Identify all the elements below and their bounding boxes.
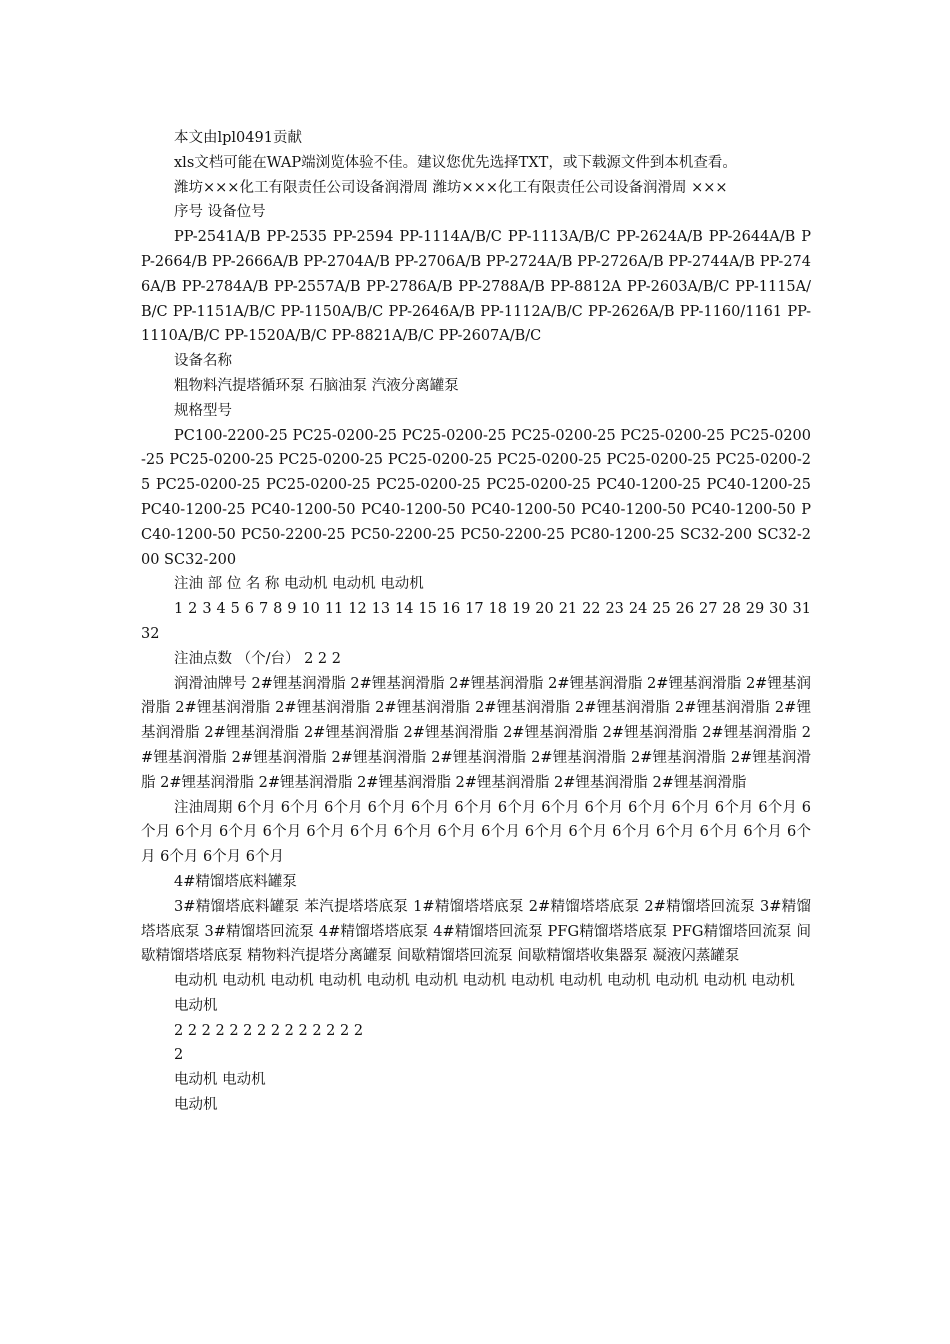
column-header-index-position: 序号 设备位号 — [174, 204, 266, 221]
column-header-model: 规格型号 — [174, 402, 232, 419]
motor-entry: 电动机 — [174, 997, 218, 1014]
lubricant-grade-list: 润滑油牌号 2#锂基润滑脂 2#锂基润滑脂 2#锂基润滑脂 2#锂基润滑脂 2#锂基润滑脂 2#锂基润滑脂 2#锂基润滑脂 2#锂基润滑脂 2#锂基润滑脂 2#锂基润滑脂 2#锂基润滑脂 2#锂基润滑脂 2#锂基润滑脂 2#锂基润滑脂 2#锂基润滑脂 2#锂基润滑脂 2#锂基润滑脂 2#锂基润滑脂 2#锂基润滑脂 2#锂基润滑脂 2#锂基润滑脂 2#锂基润滑脂 2#锂基润滑脂 2#锂基润滑脂 2#锂基润滑脂 2#锂基润滑脂 2#锂基润滑脂 2#锂基润滑脂 2#锂基润滑脂 2#锂基润滑脂 2#锂基润滑脂 2#锂基润滑脂 — [141, 675, 811, 791]
contributor-line: 本文由lpl0491贡献 — [174, 130, 302, 146]
document-title: 潍坊×××化工有限责任公司设备润滑周 潍坊×××化工有限责任公司设备润滑周 ××× — [174, 179, 728, 196]
equipment-name-list: 粗物料汽提塔循环泵 石脑油泵 汽液分离罐泵 — [174, 377, 459, 394]
document-body — [141, 126, 811, 1118]
format-notice: xls文档可能在WAP端浏览体验不佳。建议您优先选择TXT，或下载源文件到本机查看。 — [174, 154, 737, 171]
point-count-entry: 2 — [174, 1047, 184, 1064]
lubrication-point-count-row: 注油点数 （个/台） 2 2 2 — [174, 650, 341, 667]
motor-list-short: 电动机 电动机 — [174, 1072, 266, 1089]
point-count-list: 2 2 2 2 2 2 2 2 2 2 2 2 2 2 — [174, 1022, 364, 1039]
motor-entry-last: 电动机 — [174, 1097, 218, 1114]
equipment-tag-list: PP-2541A/B PP-2535 PP-2594 PP-1114A/B/C PP-1113A/B/C PP-2624A/B PP-2644A/B PP-2664/B PP-2666A/B PP-2704A/B PP-2706A/B PP-2724A/B PP-2726A/B PP-2744A/B PP-2746A/B PP-2784A/B PP-2557A/B PP-2786A/B PP-2788A/B PP-8812A PP-2603A/B/C PP-1115A/B/C PP-1151A/B/C PP-1150A/B/C PP-2646A/B PP-1112A/B/C PP-2626A/B PP-1160/1161 PP-1110A/B/C PP-1520A/B/C PP-8821A/B/C PP-2607A/B/C — [141, 229, 811, 345]
column-header-equipment-name: 设备名称 — [174, 353, 232, 370]
lubrication-part-row: 注油 部 位 名 称 电动机 电动机 电动机 — [174, 576, 424, 593]
model-list: PC100-2200-25 PC25-0200-25 PC25-0200-25 PC25-0200-25 PC25-0200-25 PC25-0200-25 PC25-0200-25 PC25-0200-25 PC25-0200-25 PC25-0200-25 PC25-0200-25 PC25-0200-25 PC25-0200-25 PC25-0200-25 PC25-0200-25 PC25-0200-25 PC40-1200-25 PC40-1200-25 PC40-1200-25 PC40-1200-50 PC40-1200-50 PC40-1200-50 PC40-1200-50 PC40-1200-50 PC40-1200-50 PC50-2200-25 PC50-2200-25 PC50-2200-25 PC80-1200-25 SC32-200 SC32-200 SC32-200 — [141, 427, 811, 568]
motor-list: 电动机 电动机 电动机 电动机 电动机 电动机 电动机 电动机 电动机 电动机 电动机 电动机 电动机 — [174, 973, 795, 990]
serial-number-list: 1 2 3 4 5 6 7 8 9 10 11 12 13 14 15 16 17 18 19 20 21 22 23 24 25 26 27 28 29 30 31 32 — [141, 601, 811, 642]
equipment-name-entry: 4#精馏塔底料罐泵 — [174, 873, 297, 890]
lubrication-cycle-list: 注油周期 6个月 6个月 6个月 6个月 6个月 6个月 6个月 6个月 6个月 6个月 6个月 6个月 6个月 6个月 6个月 6个月 6个月 6个月 6个月 6个月 6个月 6个月 6个月 6个月 6个月 6个月 6个月 6个月 6个月 6个月 6个月 6个月 — [141, 799, 811, 866]
equipment-name-list-continued: 3#精馏塔底料罐泵 苯汽提塔塔底泵 1#精馏塔塔底泵 2#精馏塔塔底泵 2#精馏塔回流泵 3#精馏塔塔底泵 3#精馏塔回流泵 4#精馏塔塔底泵 4#精馏塔回流泵 PFG精馏塔塔底泵 PFG精馏塔回流泵 间歇精馏塔塔底泵 精物料汽提塔分离罐泵 间歇精馏塔回流泵 间歇精馏塔收集器泵 凝液闪蒸罐泵 — [141, 898, 811, 965]
